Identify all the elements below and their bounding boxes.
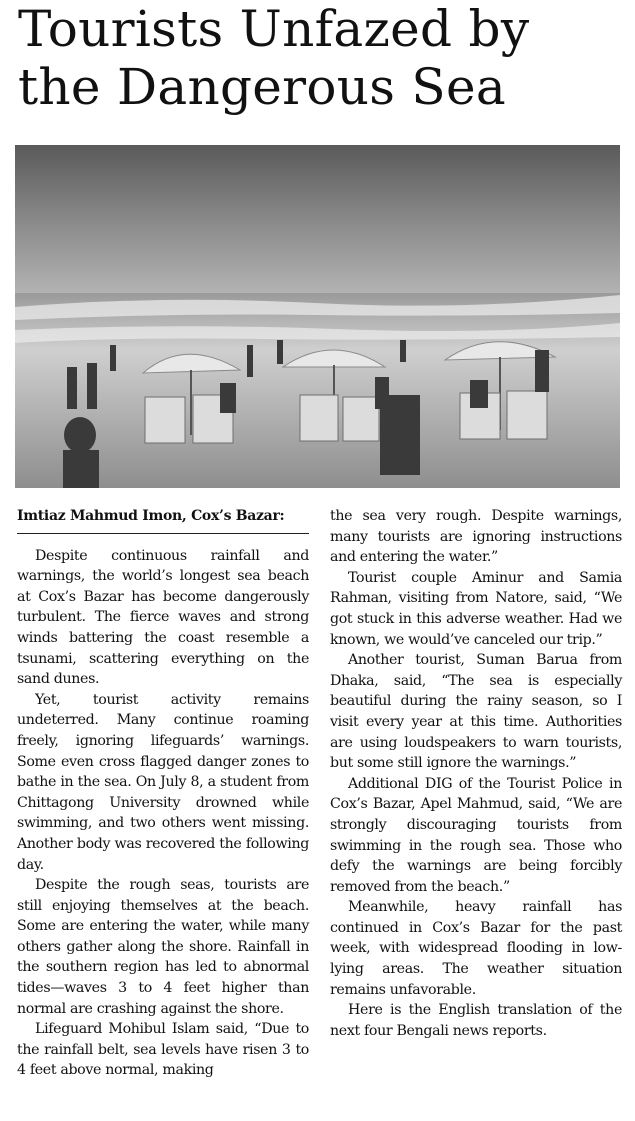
article-paragraph: Additional DIG of the Tourist Police in Cox’s Bazar, Apel Mahmud, said, “We are strongly discouraging tourists from swimming in the rough sea. Those who defy the warnings are being forcibly removed from the beach.” bbox=[330, 775, 622, 895]
article-paragraph: Meanwhile, heavy rainfall has continued in Cox’s Bazar for the past week, with widespread flooding in low-lying areas. The weather situation remains unfavorable. bbox=[330, 899, 622, 998]
article-paragraph: Here is the English translation of the next four Bengali news reports. bbox=[330, 1002, 622, 1039]
article-column-right bbox=[330, 506, 622, 1041]
byline: Imtiaz Mahmud Imon, Cox’s Bazar: bbox=[17, 506, 309, 534]
article-column-left bbox=[17, 506, 309, 1081]
beach-photo bbox=[15, 145, 620, 488]
article-paragraph: Another tourist, Suman Barua from Dhaka, said, “The sea is especially beautiful during the rainy season, so I visit every year at this time. Authorities are using loudspeakers to warn tourists, but some still ignore the warnings.” bbox=[330, 652, 622, 772]
headline: Tourists Unfazed by the Dangerous Sea bbox=[18, 0, 530, 116]
article-paragraph: Despite continuous rainfall and warnings, the world’s longest sea beach at Cox’s Bazar has become dangerously turbulent. The fierce waves and strong winds battering the coast resemble a tsunami, scattering everything on the sand dunes. bbox=[17, 547, 309, 688]
article-paragraph: the sea very rough. Despite warnings, many tourists are ignoring instructions and entering the water.” bbox=[330, 508, 622, 566]
article-paragraph: Lifeguard Mohibul Islam said, “Due to the rainfall belt, sea levels have risen 3 to 4 feet above normal, making bbox=[17, 1021, 309, 1079]
article-paragraph: Tourist couple Aminur and Samia Rahman, visiting from Natore, said, “We got stuck in this adverse weather. Had we known, we would’ve canceled our trip.” bbox=[330, 569, 622, 648]
article-paragraph: Yet, tourist activity remains undeterred. Many continue roaming freely, ignoring lifeguards’ warnings. Some even cross flagged danger zones to bathe in the sea. On July 8, a student from Chittagong University drowned while swimming, and two others went missing. Another body was recovered the following day. bbox=[17, 691, 309, 873]
article-paragraph: Despite the rough seas, tourists are still enjoying themselves at the beach. Some are entering the water, while many others gather along the shore. Rainfall in the southern region has led to abnormal tides—waves 3 to 4 feet higher than normal are crashing against the shore. bbox=[17, 877, 309, 1017]
